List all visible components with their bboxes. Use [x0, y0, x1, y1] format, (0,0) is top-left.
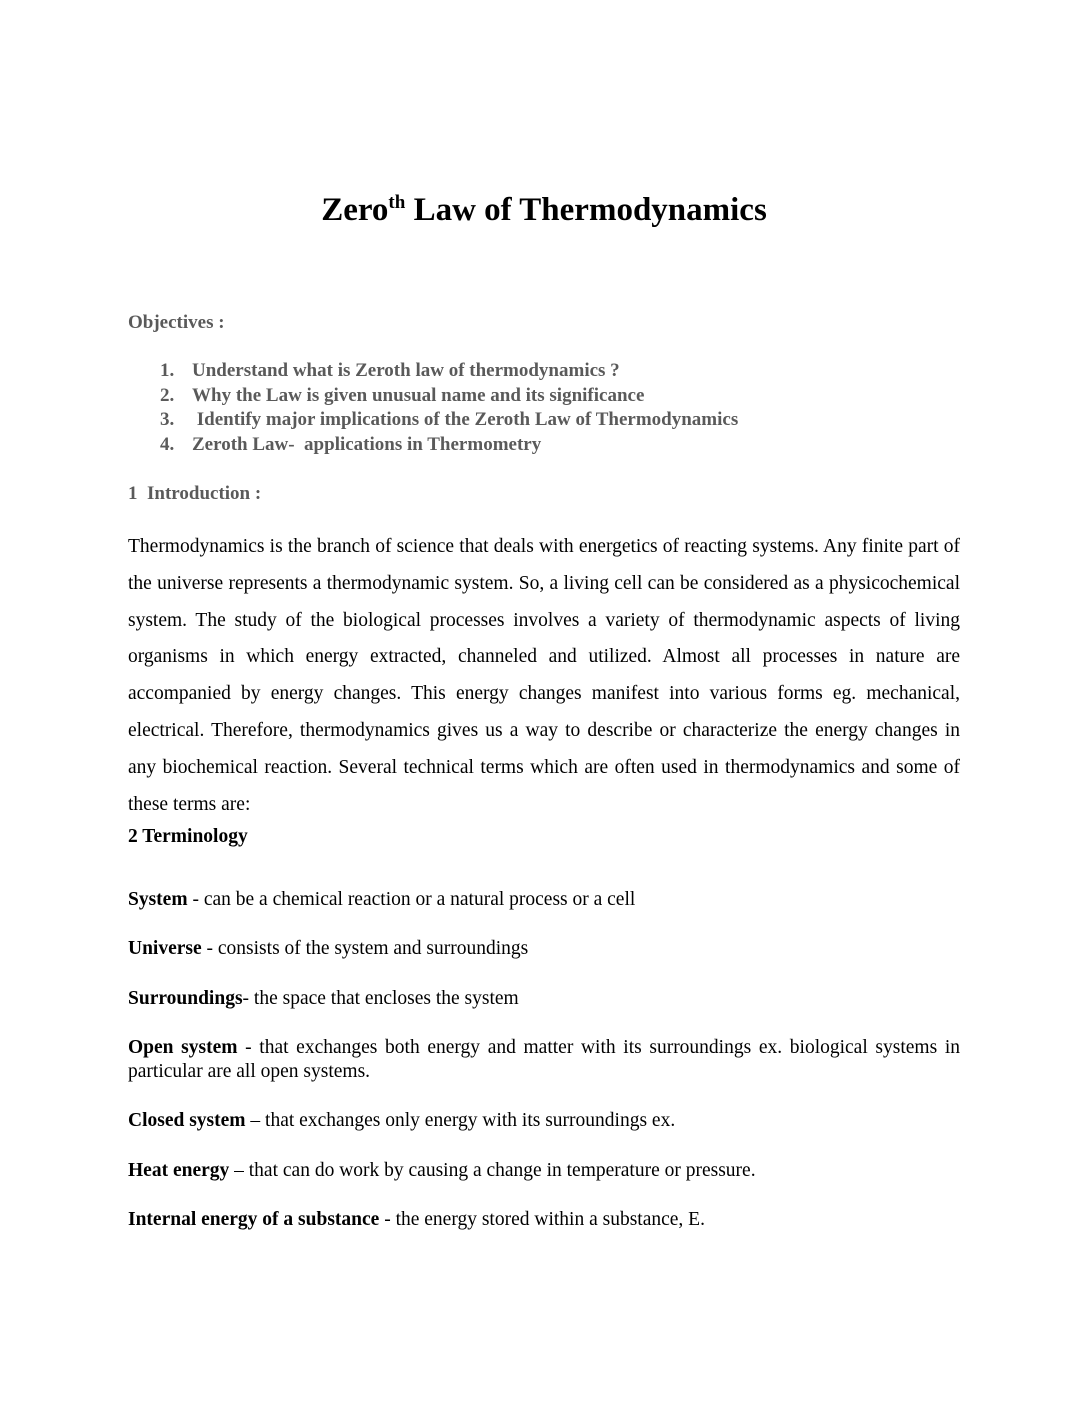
term-definition: - the space that encloses the system: [242, 988, 519, 1009]
introduction-heading: 1 Introduction :: [128, 483, 262, 504]
term-definition: - consists of the system and surroundings: [201, 938, 529, 959]
term-name: Universe: [128, 938, 202, 959]
term-entry: [128, 888, 960, 912]
term-definition: - the energy stored within a substance, E.: [379, 1209, 705, 1230]
title-superscript: th: [388, 192, 406, 213]
page-title: [0, 192, 1088, 229]
objective-item: [160, 434, 541, 456]
objective-number: 1.: [160, 360, 175, 381]
term-entry: [128, 937, 960, 961]
objective-text: Zeroth Law- applications in Thermometry: [192, 434, 542, 455]
term-entry: [128, 1109, 960, 1133]
term-definition: – that can do work by causing a change in temperature or pressure.: [229, 1160, 756, 1181]
term-entry: [128, 1036, 960, 1084]
term-name: Internal energy of a substance: [128, 1209, 380, 1230]
term-name: Heat energy: [128, 1160, 230, 1181]
term-name: System: [128, 889, 188, 910]
objective-number: 2.: [160, 385, 175, 406]
introduction-paragraph: Thermodynamics is the branch of science that deals with energetics of reacting systems. Any finite part of the universe represents a thermodynamic system. So, a living cell can be considered as a physicochemical system. The study of the biological processes involves a variety of thermodynamic aspects of living organisms in which energy extracted, channeled and utilized. Almost all processes in nature are accompanied by energy changes. This energy changes manifest into various forms eg. mechanical, electrical. Therefore, thermodynamics gives us a way to describe or characterize the energy changes in any biochemical reaction. Several technical terms which are often used in thermodynamics and some of these terms are:: [128, 536, 960, 815]
term-entry: [128, 1208, 960, 1232]
term-name: Open system: [128, 1037, 238, 1058]
term-definition: - that exchanges both energy and matter with its surroundings ex. biological systems in particular are all open systems.: [128, 1037, 960, 1082]
term-definition: - can be a chemical reaction or a natural process or a cell: [187, 889, 636, 910]
objective-item: [160, 409, 738, 431]
objective-number: 3.: [160, 409, 175, 430]
title-rest: Law of Thermodynamics: [405, 192, 767, 228]
objective-text: Why the Law is given unusual name and its significance: [192, 385, 645, 406]
term-name: Closed system: [128, 1110, 246, 1131]
term-entry: [128, 1159, 960, 1183]
objective-item: [160, 385, 644, 407]
title-main: Zero: [321, 192, 389, 228]
terminology-heading: 2 Terminology: [128, 826, 248, 847]
objectives-heading: Objectives :: [128, 312, 225, 333]
objective-item: [160, 360, 620, 382]
term-entry: [128, 987, 960, 1011]
term-definition: – that exchanges only energy with its surroundings ex.: [245, 1110, 676, 1131]
term-name: Surroundings: [128, 988, 243, 1009]
objective-text: Understand what is Zeroth law of thermodynamics ?: [192, 360, 620, 381]
objective-number: 4.: [160, 434, 175, 455]
objective-text: Identify major implications of the Zeroth Law of Thermodynamics: [192, 409, 739, 430]
